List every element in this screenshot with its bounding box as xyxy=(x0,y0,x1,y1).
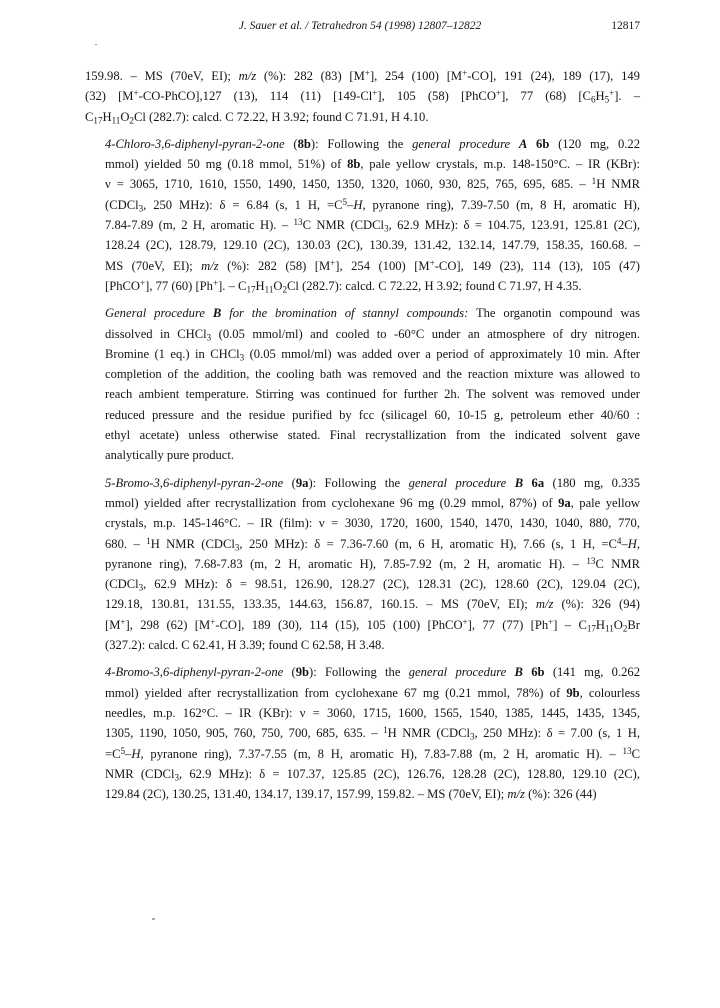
text-line: (CDCl$_3$, 250 MHz): δ = 6.84 (s, 1 H, $=C^5-H$, pyranone ring), 7.39-7.50 (m, 8 H, aromatic H), xyxy=(105,196,641,214)
text-line: [M+], 298 (62) [M+-CO], 189 (30), 114 (15), 105 (100) [PhCO+], 77 (77) $[Ph^+] - C_{17}H_{11}O_2Br$ xyxy=(105,616,640,633)
paragraph-8b xyxy=(85,134,640,296)
article-body xyxy=(85,66,640,804)
text-line: Bromine (1 eq.) in CHCl$_3$ (0.05 mmol/ml) was added over a period of approximately 10 min. After xyxy=(105,346,640,363)
text-line: reduced pressure and the residue purified by fcc (silicagel 60, 10-15 g, petroleum ether 40/60 : xyxy=(105,407,640,422)
text-line: MS (70eV, EI); m/z (%): 282 (58) [M+], 254 (100) [M+-CO], 149 (23), 114 (13), 105 (47) xyxy=(105,257,640,273)
text-line: crystals, m.p. 145-146°C. – IR (film): ν = 3030, 1720, 1600, 1540, 1470, 1430, 1040, 880, 770, xyxy=(105,516,640,531)
text-line: 7.84-7.89 (m, 2 H, aromatic H). – $^{13}$C NMR (CDCl$_3$, 62.9 MHz): δ = 104.75, 123.91, 125.81 (2C), xyxy=(105,217,640,234)
text-line: pyranone ring), 7.68-7.83 (m, 2 H, aromatic H), 7.85-7.92 (m, 2 H, aromatic H). – $^{13}$C NMR xyxy=(105,555,640,571)
text-line: analytically pure product. xyxy=(105,448,235,463)
scan-speck xyxy=(95,44,97,45)
text-line: $=C^5-H$, pyranone ring), 7.37-7.55 (m, 8 H, aromatic H), 7.83-7.88 (m, 2 H, aromatic H). – $^{13}$C xyxy=(105,745,640,761)
text-line: (CDCl$_3$, 62.9 MHz): δ = 98.51, 126.90, 128.27 (2C), 128.31 (2C), 128.60 (2C), 129.04 (2C), xyxy=(105,577,640,593)
text-line: 1305, 1190, 1050, 905, 760, 750, 700, 685, 635. – $^1$H NMR (CDCl$_3$, 250 MHz): δ = 7.00 (s, 1 H, xyxy=(105,725,640,742)
paragraph-9b xyxy=(85,662,640,804)
page-header xyxy=(0,18,720,38)
text-line: NMR (CDCl$_3$, 62.9 MHz): δ = 107.37, 125.85 (2C), 126.76, 128.28 (2C), 128.80, 129.10 (2C), xyxy=(105,766,641,783)
text-line: completion of the addition, the cooling bath was removed and the reaction mixture was allowed to xyxy=(105,367,640,382)
running-head: J. Sauer et al. / Tetrahedron 54 (1998) 12807–12822 xyxy=(238,20,482,32)
text-line: 4-Chloro-3,6-diphenyl-pyran-2-one (8b): Following the general procedure A 6b (120 mg, 0.22 xyxy=(105,136,640,151)
text-line: (327.2): calcd. C 62.41, H 3.39; found C 62.58, H 3.48. xyxy=(105,638,385,653)
text-line: General procedure B for the bromination of stannyl compounds: The organotin compound was xyxy=(105,306,640,321)
text-line: mmol) yielded 50 mg (0.18 mmol, 51%) of 8b, pale yellow crystals, m.p. 148-150°C. – IR (KBr): xyxy=(105,157,640,172)
text-line: 159.98. – MS (70eV, EI); m/z (%): 282 (83) [M+], 254 (100) [M+-CO], 191 (24), 189 (17), 149 xyxy=(85,67,640,83)
text-line: $C_{17}H_{11}O_2Cl$ (282.7): calcd. C 72.22, H 3.92; found C 71.91, H 4.10. xyxy=(85,109,429,125)
scan-speck-bottom xyxy=(152,918,155,920)
text-line: needles, m.p. 162°C. – IR (KBr): ν = 3060, 1715, 1600, 1565, 1540, 1385, 1445, 1435, 1345, xyxy=(105,705,640,720)
text-line: 4-Bromo-3,6-diphenyl-pyran-2-one (9b): Following the general procedure B 6b (141 mg, 0.262 xyxy=(105,665,641,680)
text-line: mmol) yielded after recrystallization from cyclohexane 67 mg (0.21 mmol, 78%) of 9b, colourless xyxy=(105,685,640,700)
text-line: [PhCO+], 77 (60) [Ph+]. – $C_{17}H_{11}O_2Cl$ (282.7): calcd. C 72.22, H 3.92; found C 71.97, H 4.35. xyxy=(105,277,582,295)
text-line: (32) [M+-CO-PhCO],127 (13), 114 (11) [149-Cl+], 105 (58) [PhCO+], 77 (68) $[C_6H_5^+]$. – xyxy=(85,88,640,105)
text-line: 129.84 (2C), 130.25, 131.40, 134.17, 139.17, 157.99, 159.82. – MS (70eV, EI); m/z (%): 326 (44) xyxy=(105,787,597,802)
text-line: 129.18, 130.81, 131.55, 133.35, 144.63, 156.87, 160.15. – MS (70eV, EI); m/z (%): 326 (94) xyxy=(105,597,640,612)
text-line: ν = 3065, 1710, 1610, 1550, 1490, 1450, 1350, 1320, 1060, 930, 825, 765, 695, 685. – $^1$H NMR xyxy=(105,176,640,192)
paragraph-procedure-b xyxy=(85,303,640,465)
text-line: reach ambient temperature. Stirring was continued for further 2h. The solvent was removed under xyxy=(105,387,640,402)
text-line: dissolved in CHCl$_3$ (0.05 mmol/ml) and cooled to -60°C under an atmosphere of dry nitrogen. xyxy=(105,326,640,342)
text-line: 128.24 (2C), 128.79, 129.10 (2C), 130.03 (2C), 130.39, 131.42, 132.14, 147.79, 158.35, 160.68. – xyxy=(105,238,640,253)
paragraph-8a-tail xyxy=(85,66,640,127)
text-line: ethyl acetate) unless otherwise stated. Final recrystallization from the indicated solvent gave xyxy=(105,428,640,443)
text-line: mmol) yielded after recrystallization from cyclohexane 96 mg (0.29 mmol, 87%) of 9a, pale yellow xyxy=(105,495,640,510)
paragraph-9a xyxy=(85,473,640,656)
page-number: 12817 xyxy=(611,20,640,32)
text-line: 680. – $^1$H NMR (CDCl$_3$, 250 MHz): δ = 7.36-7.60 (m, 6 H, aromatic H), 7.66 (s, 1 H, $=C^4-H$, xyxy=(105,535,640,552)
text-line: 5-Bromo-3,6-diphenyl-pyran-2-one (9a): Following the general procedure B 6a (180 mg, 0.335 xyxy=(105,475,641,490)
